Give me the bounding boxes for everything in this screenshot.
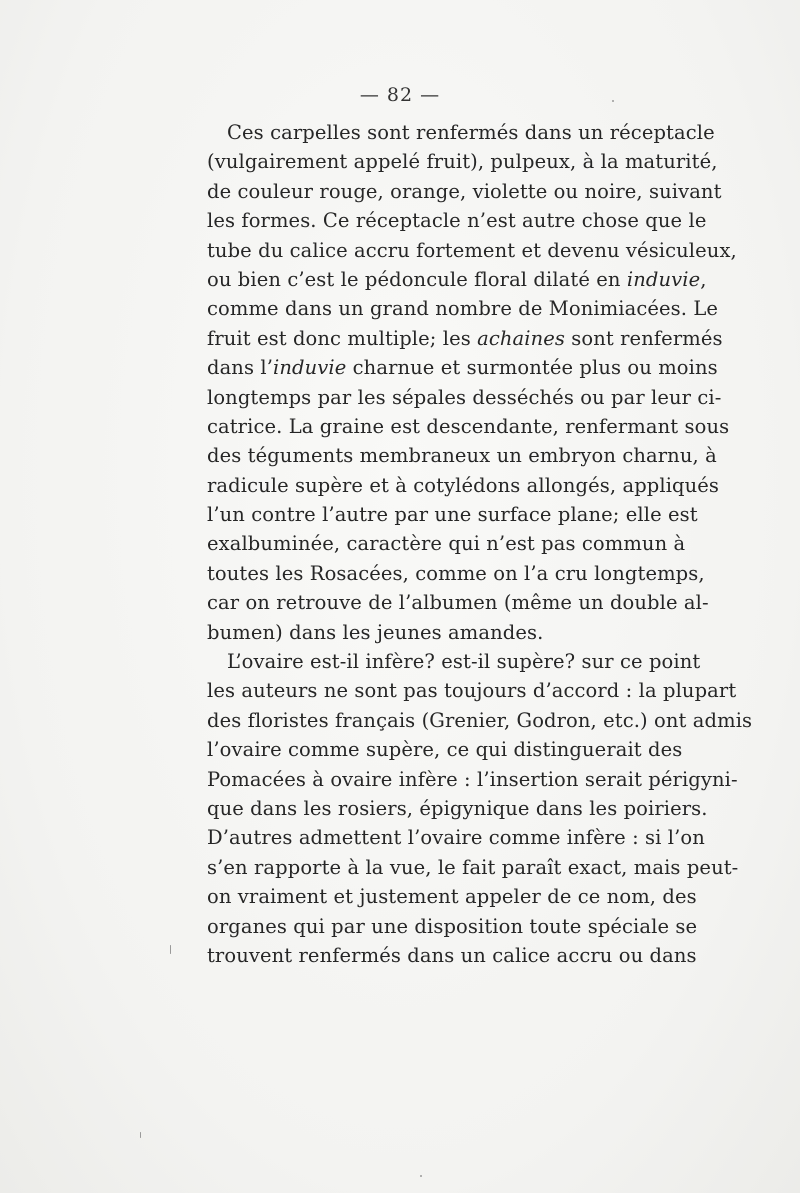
text-line <box>207 147 718 176</box>
text-segment: catrice. La graine est descendante, renfermant sous <box>207 414 730 438</box>
text-segment: ou bien c’est le pédoncule floral dilaté en <box>207 267 627 291</box>
text-segment: que dans les rosiers, épigynique dans les poiriers. <box>207 796 708 820</box>
text-segment: dans l’ <box>207 356 274 380</box>
text-segment: organes qui par une disposition toute spéciale se <box>207 914 698 938</box>
paper-speck <box>140 1132 141 1138</box>
text-line <box>207 353 718 382</box>
text-line <box>207 559 705 588</box>
text-line <box>207 236 737 265</box>
text-segment: toutes les Rosacées, comme on l’a cru longtemps, <box>207 561 705 585</box>
text-line <box>207 735 681 764</box>
text-segment: longtemps par les sépales desséchés ou par leur ci- <box>207 385 722 409</box>
text-line <box>207 794 708 823</box>
text-segment: comme dans un grand nombre de Monimiacées. Le <box>207 297 719 321</box>
text-line <box>207 823 705 852</box>
text-line <box>207 294 719 323</box>
text-segment: charnue et surmontée plus ou moins <box>346 356 718 380</box>
text-segment: trouvent renfermés dans un calice accru ou dans <box>207 943 697 967</box>
text-segment: (vulgairement appelé fruit), pulpeux, à la maturité, <box>207 150 718 174</box>
text-line <box>207 265 707 294</box>
text-segment: sont renfermés <box>565 326 723 350</box>
text-line <box>207 177 722 206</box>
text-line <box>207 706 753 735</box>
text-line <box>207 529 686 558</box>
text-segment: des téguments membraneux un embryon charnu, à <box>207 444 717 468</box>
text-line <box>207 912 698 941</box>
text-segment: L’ovaire est-il infère? est-il supère? sur ce point <box>227 650 701 674</box>
text-line <box>207 206 707 235</box>
text-line <box>207 647 701 676</box>
text-segment: l’ovaire comme supère, ce qui distinguerait des <box>207 738 683 762</box>
text-line <box>207 588 709 617</box>
page-number: — 82 — <box>359 84 441 106</box>
text-segment: fruit est donc multiple; les <box>207 326 478 350</box>
paper-speck <box>170 945 171 954</box>
italic-term: achaines <box>477 326 565 350</box>
text-line <box>207 618 681 647</box>
text-segment: Pomacées à ovaire infère : l’insertion serait périgyni- <box>207 767 738 791</box>
text-line <box>207 471 720 500</box>
text-segment: exalbuminée, caractère qui n’est pas commun à <box>207 532 686 556</box>
body-text <box>207 118 753 970</box>
text-segment: les auteurs ne sont pas toujours d’accord : la plupart <box>207 679 737 703</box>
text-line <box>207 853 739 882</box>
paper-speck <box>420 1175 422 1177</box>
text-segment: Ces carpelles sont renfermés dans un réceptacle <box>227 121 715 144</box>
text-segment: , <box>700 267 707 291</box>
text-line <box>207 676 737 705</box>
text-line <box>207 941 697 970</box>
text-line <box>207 882 697 911</box>
text-line <box>207 765 738 794</box>
text-segment: car on retrouve de l’albumen (même un double al- <box>207 591 709 615</box>
text-segment: de couleur rouge, orange, violette ou noire, suivant <box>207 179 722 203</box>
text-segment: tube du calice accru fortement et devenu vésiculeux, <box>207 238 737 262</box>
text-segment: D’autres admettent l’ovaire comme infère : si l’on <box>207 826 705 850</box>
italic-term: induvie <box>273 356 347 380</box>
text-segment: bumen) dans les jeunes amandes. <box>207 620 544 644</box>
text-line <box>207 441 717 470</box>
paper-speck <box>612 100 614 102</box>
text-segment: l’un contre l’autre par une surface plane; elle est <box>207 503 698 527</box>
text-line <box>207 500 698 529</box>
text-line <box>207 324 723 353</box>
text-line <box>207 118 715 147</box>
text-segment: des floristes français (Grenier, Godron, etc.) ont admis <box>207 708 753 732</box>
text-segment: s’en rapporte à la vue, le fait paraît exact, mais peut- <box>207 855 739 879</box>
text-line <box>207 383 722 412</box>
italic-term: induvie <box>626 267 701 291</box>
text-segment: les formes. Ce réceptacle n’est autre chose que le <box>207 209 707 233</box>
text-segment: on vraiment et justement appeler de ce nom, des <box>207 885 697 909</box>
text-line <box>207 412 730 441</box>
text-segment: radicule supère et à cotylédons allongés, appliqués <box>207 473 720 497</box>
